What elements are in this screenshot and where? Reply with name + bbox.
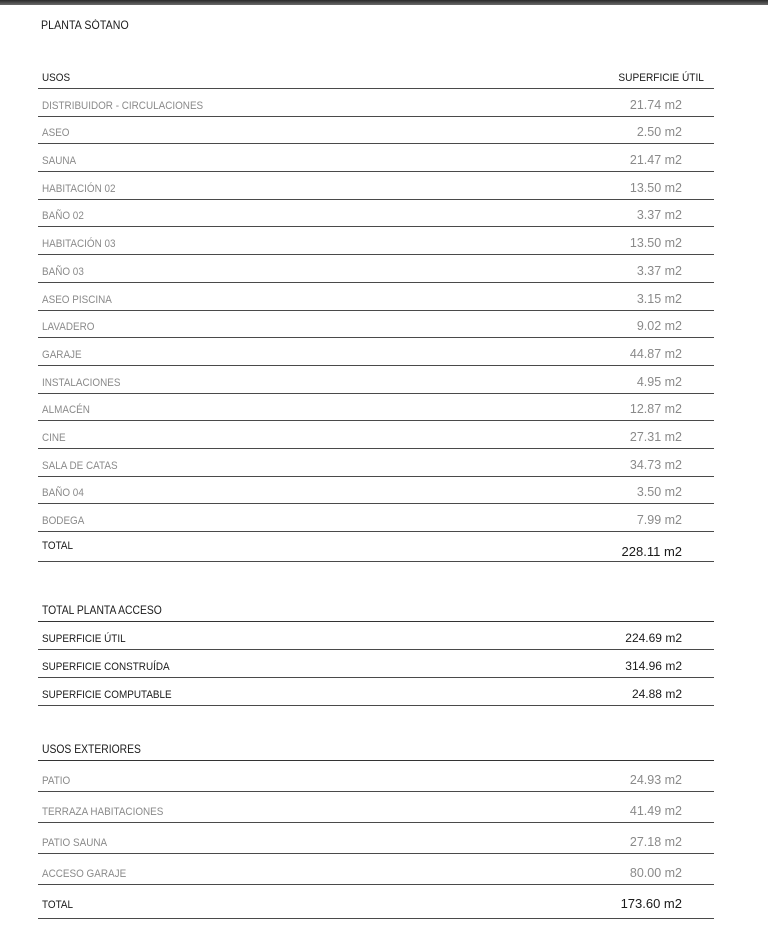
row-label: HABITACIÓN 03 [42,238,116,251]
exteriores-rows [38,761,714,885]
row-value: 314.96 m2 [625,659,682,673]
row-label: SUPERFICIE ÚTIL [42,633,126,645]
section-title: TOTAL PLANTA ACCESO [42,605,162,617]
row-value: 3.37 m2 [636,263,682,278]
table-row [38,477,714,505]
table-row [38,421,714,449]
table-row [38,366,714,394]
table-row [38,854,714,885]
row-value: 24.93 m2 [629,773,682,787]
row-label: BAÑO 04 [42,487,84,500]
row-value: 41.49 m2 [629,804,682,818]
row-value: 3.15 m2 [636,291,682,306]
table-row [38,172,714,200]
sotano-total-row [38,532,714,562]
row-label: HABITACIÓN 02 [42,182,116,195]
total-label: TOTAL [42,540,73,552]
row-label: SAUNA [42,155,77,168]
row-value: 44.87 m2 [629,346,682,361]
table-row [38,823,714,854]
row-value: 21.74 m2 [629,97,682,112]
row-value: 24.88 m2 [631,687,682,701]
row-value: 3.50 m2 [636,485,682,500]
row-value: 21.47 m2 [629,153,682,168]
column-header-usos: USOS [42,72,71,84]
row-label: INSTALACIONES [42,376,121,389]
total-value: 228.11 m2 [621,544,682,559]
table-row [38,792,714,823]
row-label: GARAJE [42,348,82,361]
exteriores-section-title [38,734,714,761]
row-value: 80.00 m2 [629,866,682,880]
row-value: 13.50 m2 [629,236,682,251]
row-label: ACCESO GARAJE [42,868,127,880]
row-value: 4.95 m2 [636,374,682,389]
row-label: BODEGA [42,515,85,527]
table-row [38,449,714,477]
row-label: ASEO [42,127,70,140]
row-label: PATIO [42,775,71,787]
table-row [38,622,714,650]
table-row [38,650,714,678]
row-value: 13.50 m2 [629,180,682,195]
row-label: TERRAZA HABITACIONES [42,806,164,818]
row-value: 224.69 m2 [625,631,682,645]
table-row [38,394,714,422]
row-value: 9.02 m2 [636,319,682,334]
row-label: LAVADERO [42,321,95,334]
sotano-table [38,62,714,562]
sotano-rows [38,89,714,532]
row-label: SUPERFICIE CONSTRUÍDA [42,661,170,673]
row-label: BAÑO 02 [42,210,84,223]
table-row [38,144,714,172]
row-label: PATIO SAUNA [42,837,108,849]
table-row [38,117,714,145]
exteriores-table [38,734,714,919]
table-row [38,311,714,339]
table-row [38,761,714,792]
row-label: CINE [42,431,66,444]
acceso-table [38,595,714,706]
row-value: 2.50 m2 [636,125,682,140]
table-row [38,678,714,706]
row-label: ASEO PISCINA [42,293,112,306]
page-title: PLANTA SÓTANO [41,20,129,32]
acceso-section-title [38,595,714,622]
row-value: 7.99 m2 [636,513,682,527]
table-row [38,200,714,228]
row-value: 27.31 m2 [629,429,682,444]
row-value: 27.18 m2 [629,835,682,849]
table-row [38,504,714,532]
table-row [38,283,714,311]
row-label: SUPERFICIE COMPUTABLE [42,689,172,701]
window-top-edge [0,0,768,5]
row-label: SALA DE CATAS [42,459,118,472]
section-title: USOS EXTERIORES [42,744,141,756]
exteriores-total-row [38,885,714,919]
row-label: ALMACÉN [42,404,90,417]
row-value: 34.73 m2 [629,457,682,472]
table-row [38,255,714,283]
row-label: DISTRIBUIDOR - CIRCULACIONES [42,99,204,112]
table-row [38,338,714,366]
total-value: 173.60 m2 [620,896,682,911]
column-header-superficie: SUPERFICIE ÚTIL [618,72,704,84]
table-row [38,227,714,255]
row-value: 3.37 m2 [636,208,682,223]
row-value: 12.87 m2 [629,402,682,417]
row-label: BAÑO 03 [42,265,84,278]
table-header-row [38,62,714,89]
total-label: TOTAL [42,899,73,911]
table-row [38,89,714,117]
acceso-rows [38,622,714,706]
